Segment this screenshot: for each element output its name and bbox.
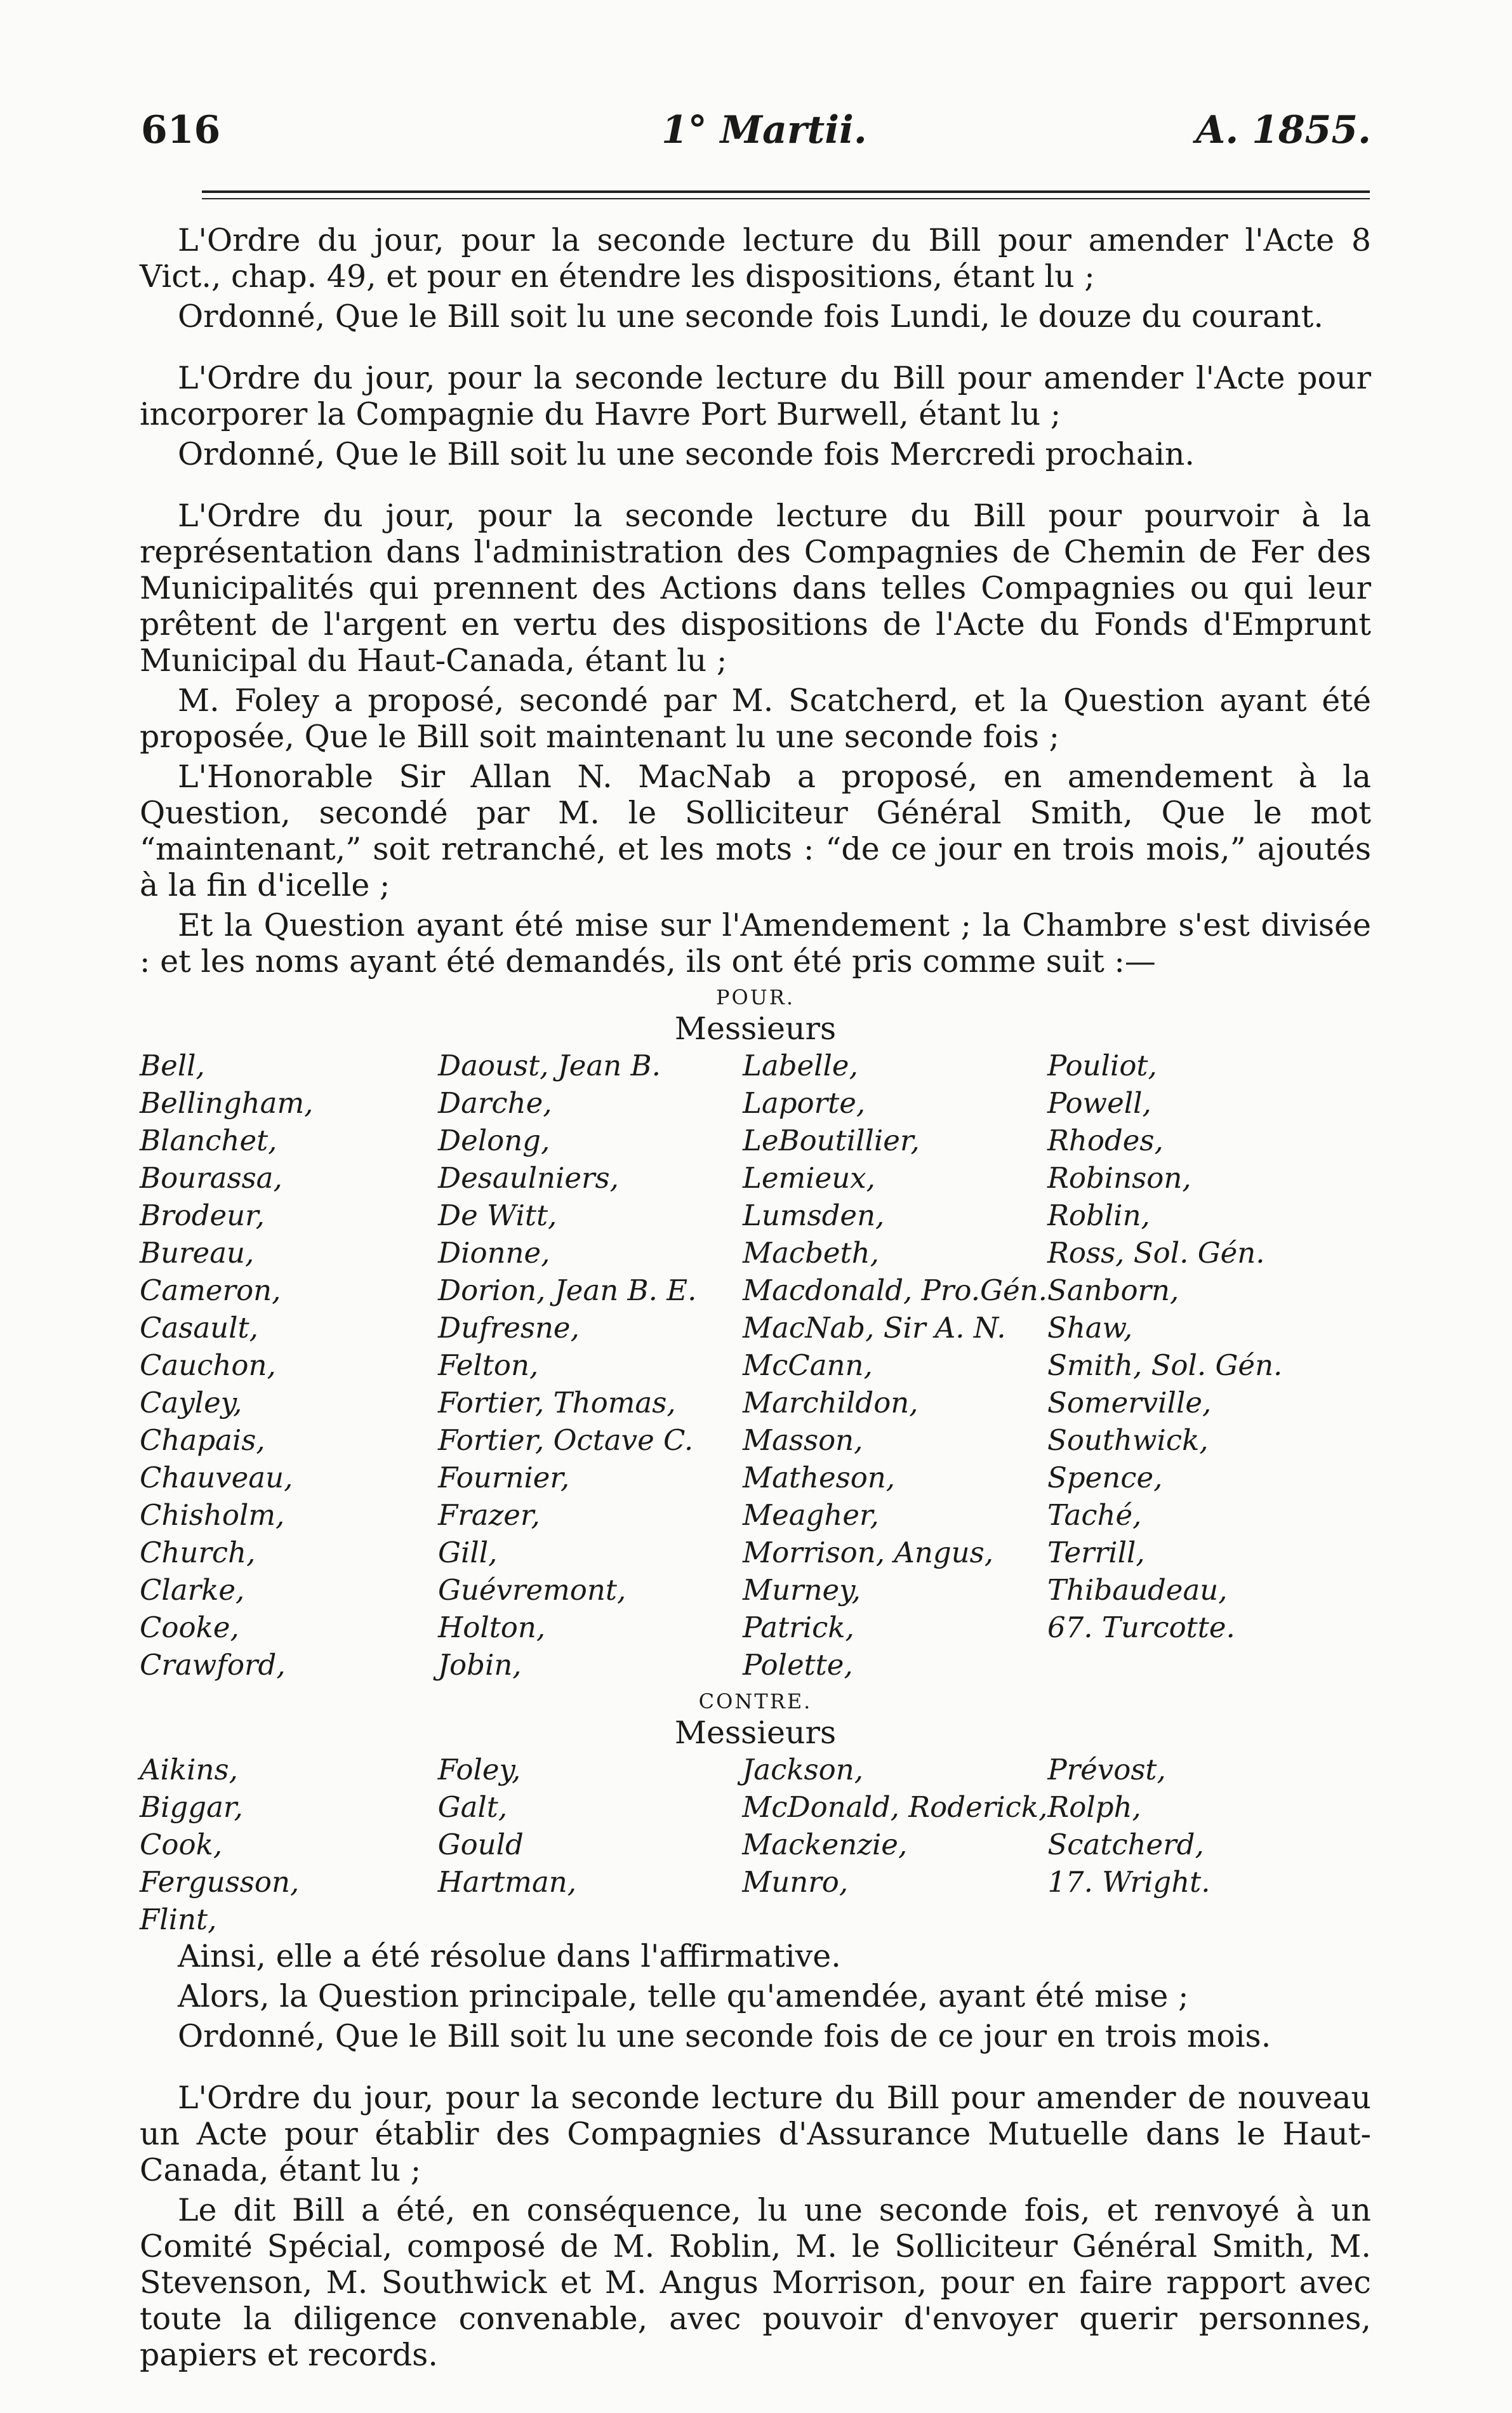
contre-label: CONTRE.: [698, 1689, 812, 1713]
member-name: Gould: [437, 1828, 524, 1861]
member-name: Rolph,: [1047, 1790, 1141, 1824]
referral-paragraph: Le dit Bill a été, en conséquence, lu une seconde fois, et renvoyé à un Comité Spécial, composé de M. Roblin, M. le Solliciteur Général Smith, M. Stevenson, M. Southwick et M. Angus Morrison, pour en faire rapport avec toute la diligence convenable, avec pouvoir d'envoyer querir personnes, papiers et records.: [140, 2192, 1371, 2373]
member-name: Chapais,: [140, 1423, 265, 1457]
name-row: [140, 1826, 1371, 1863]
member-name: Crawford,: [140, 1648, 286, 1682]
member-name: Blanchet,: [140, 1124, 277, 1157]
member-name: Foley,: [437, 1753, 521, 1786]
member-name: Terrill,: [1047, 1536, 1145, 1569]
member-name: Ross, Sol. Gén.: [1047, 1236, 1265, 1270]
page-body: [140, 222, 1371, 2377]
member-name: Marchildon,: [743, 1386, 918, 1419]
member-name: Fortier, Octave C.: [438, 1423, 694, 1457]
name-row: [140, 1571, 1371, 1609]
member-name: Lemieux,: [743, 1161, 875, 1195]
member-name: Jackson,: [742, 1753, 864, 1786]
name-row: [140, 1609, 1371, 1646]
member-name: Pouliot,: [1047, 1049, 1157, 1082]
member-name: Fortier, Thomas,: [438, 1386, 676, 1419]
member-name: Robinson,: [1047, 1161, 1191, 1195]
name-row: [140, 1863, 1371, 1901]
member-name: Rhodes,: [1047, 1124, 1164, 1157]
member-name: Dionne,: [438, 1236, 550, 1270]
member-name: Brodeur,: [140, 1199, 265, 1232]
member-name: Delong,: [438, 1124, 550, 1157]
member-name: 67. Turcotte.: [1047, 1611, 1235, 1644]
member-name: Guévremont,: [438, 1573, 627, 1607]
member-name: Gill,: [438, 1536, 498, 1569]
member-name: [1047, 1646, 1371, 1684]
order-resolution: Ordonné, Que le Bill soit lu une seconde fois Mercredi prochain.: [178, 436, 1195, 472]
order-paragraph: L'Ordre du jour, pour la seconde lecture du Bill pour amender de nouveau un Acte pour établir des Compagnies d'Assurance Mutuelle dans le Haut-Canada, étant lu ;: [140, 2080, 1371, 2188]
name-row: [140, 1646, 1371, 1684]
name-row: [140, 1751, 1371, 1788]
member-name: Holton,: [438, 1611, 546, 1644]
member-name: McDonald, Roderick,: [742, 1790, 1048, 1824]
member-name: Bellingham,: [140, 1086, 314, 1120]
member-name: Munro,: [742, 1865, 849, 1899]
member-name: Labelle,: [743, 1049, 858, 1082]
member-name: Prévost,: [1047, 1753, 1166, 1786]
member-name: Cameron,: [140, 1273, 281, 1307]
contre-messieurs: Messieurs: [674, 1715, 837, 1751]
name-row: [140, 1047, 1371, 1084]
name-row: [140, 1084, 1371, 1122]
order-paragraph: L'Ordre du jour, pour la seconde lecture du Bill pour pourvoir à la représentation dans l'administration des Compagnies de Chemin de Fer des Municipalités qui prennent des Actions dans telles Compagnies ou qui leur prêtent de l'argent en vertu des dispositions de l'Acte du Fonds d'Emprunt Municipal du Haut-Canada, étant lu ;: [140, 498, 1371, 679]
member-name: Murney,: [743, 1573, 861, 1607]
member-name: Patrick,: [743, 1611, 854, 1644]
member-name: Smith, Sol. Gén.: [1047, 1348, 1283, 1382]
name-row: [140, 1534, 1371, 1571]
result-paragraph: Alors, la Question principale, telle qu'amendée, ayant été mise ;: [178, 1978, 1189, 2014]
member-name: 17. Wright.: [1047, 1865, 1210, 1899]
pour-names-table: [140, 1047, 1371, 1684]
member-name: Polette,: [743, 1648, 853, 1682]
name-row: [140, 1272, 1371, 1309]
member-name: LeBoutillier,: [743, 1124, 920, 1157]
pour-label: POUR.: [716, 985, 795, 1009]
member-name: Cauchon,: [140, 1348, 276, 1382]
member-name: Darche,: [438, 1086, 552, 1120]
member-name: Mackenzie,: [742, 1828, 908, 1861]
member-name: [1047, 1901, 1371, 1938]
name-row: [140, 1309, 1371, 1346]
member-name: Southwick,: [1047, 1423, 1209, 1457]
member-name: Macdonald, Pro.Gén.: [743, 1273, 1047, 1307]
header-date: 1° Martii.: [661, 108, 867, 152]
name-row: [140, 1159, 1371, 1197]
header-rule-thick: [202, 190, 1370, 193]
member-name: Hartman,: [437, 1865, 577, 1899]
page-number: 616: [141, 108, 221, 152]
member-name: [438, 1901, 743, 1938]
member-name: Powell,: [1047, 1086, 1151, 1120]
member-name: Bell,: [140, 1049, 205, 1082]
page-header: [141, 108, 1371, 165]
member-name: Macbeth,: [743, 1236, 879, 1270]
header-rule-thin: [202, 198, 1370, 199]
name-row: [140, 1384, 1371, 1421]
name-row: [140, 1421, 1371, 1459]
member-name: Scatcherd,: [1047, 1828, 1204, 1861]
member-name: Matheson,: [743, 1461, 896, 1494]
member-name: Clarke,: [140, 1573, 245, 1607]
amendment-paragraph: L'Honorable Sir Allan N. MacNab a proposé, en amendement à la Question, secondé par M. le Solliciteur Général Smith, Que le mot “maintenant,” soit retranché, et les mots : “de ce jour en trois mois,” ajoutés à la fin d'icelle ;: [140, 759, 1371, 903]
motion-paragraph: M. Foley a proposé, secondé par M. Scatcherd, et la Question ayant été proposée, Que le Bill soit maintenant lu une seconde fois ;: [140, 682, 1371, 755]
name-row: [140, 1122, 1371, 1159]
member-name: Daoust, Jean B.: [438, 1049, 661, 1082]
name-row: [140, 1234, 1371, 1272]
member-name: Casault,: [140, 1311, 258, 1345]
member-name: Masson,: [743, 1423, 863, 1457]
member-name: Cook,: [140, 1828, 223, 1861]
member-name: Jobin,: [438, 1648, 522, 1682]
order-paragraph: L'Ordre du jour, pour la seconde lecture du Bill pour amender l'Acte 8 Vict., chap. 49, et pour en étendre les dispositions, étant lu ;: [140, 222, 1371, 295]
vote-paragraph: Et la Question ayant été mise sur l'Amendement ; la Chambre s'est divisée : et les noms ayant été demandés, ils ont été pris comme suit :—: [140, 907, 1371, 980]
member-name: Chauveau,: [140, 1461, 293, 1494]
name-row: [140, 1346, 1371, 1384]
member-name: Fergusson,: [140, 1865, 300, 1899]
member-name: Flint,: [140, 1903, 217, 1936]
member-name: Morrison, Angus,: [743, 1536, 994, 1569]
name-row: [140, 1788, 1371, 1826]
name-row: [140, 1496, 1371, 1534]
member-name: Dufresne,: [438, 1311, 580, 1345]
name-row: [140, 1901, 1371, 1938]
member-name: Sanborn,: [1047, 1273, 1179, 1307]
member-name: Roblin,: [1047, 1199, 1150, 1232]
member-name: Thibaudeau,: [1047, 1573, 1228, 1607]
member-name: Laporte,: [743, 1086, 866, 1120]
header-year: A. 1855.: [1195, 108, 1371, 152]
member-name: Frazer,: [438, 1498, 540, 1532]
member-name: McCann,: [743, 1348, 873, 1382]
member-name: Shaw,: [1047, 1311, 1133, 1345]
member-name: Meagher,: [743, 1498, 879, 1532]
member-name: Taché,: [1047, 1498, 1142, 1532]
member-name: Felton,: [438, 1348, 539, 1382]
member-name: Church,: [140, 1536, 256, 1569]
member-name: Desaulniers,: [438, 1161, 619, 1195]
member-name: Biggar,: [140, 1790, 243, 1824]
pour-messieurs: Messieurs: [674, 1011, 837, 1047]
order-resolution: Ordonné, Que le Bill soit lu une seconde fois Lundi, le douze du courant.: [178, 298, 1323, 335]
member-name: [742, 1901, 1047, 1938]
member-name: Fournier,: [438, 1461, 570, 1494]
member-name: MacNab, Sir A. N.: [743, 1311, 1006, 1345]
member-name: Bureau,: [140, 1236, 255, 1270]
order-paragraph: L'Ordre du jour, pour la seconde lecture du Bill pour amender l'Acte pour incorporer la Compagnie du Havre Port Burwell, étant lu ;: [140, 360, 1371, 432]
member-name: Bourassa,: [140, 1161, 282, 1195]
member-name: Chisholm,: [140, 1498, 285, 1532]
member-name: Cooke,: [140, 1611, 239, 1644]
result-paragraph: Ainsi, elle a été résolue dans l'affirmative.: [178, 1938, 841, 1974]
contre-names-table: [140, 1751, 1371, 1938]
member-name: Cayley,: [140, 1386, 242, 1419]
member-name: Dorion, Jean B. E.: [438, 1273, 697, 1307]
order-resolution: Ordonné, Que le Bill soit lu une seconde fois de ce jour en trois mois.: [178, 2018, 1271, 2054]
member-name: Somerville,: [1047, 1386, 1212, 1419]
member-name: Aikins,: [140, 1753, 238, 1786]
member-name: De Witt,: [438, 1199, 557, 1232]
member-name: Lumsden,: [743, 1199, 885, 1232]
name-row: [140, 1197, 1371, 1234]
member-name: Spence,: [1047, 1461, 1163, 1494]
name-row: [140, 1459, 1371, 1496]
member-name: Galt,: [437, 1790, 508, 1824]
